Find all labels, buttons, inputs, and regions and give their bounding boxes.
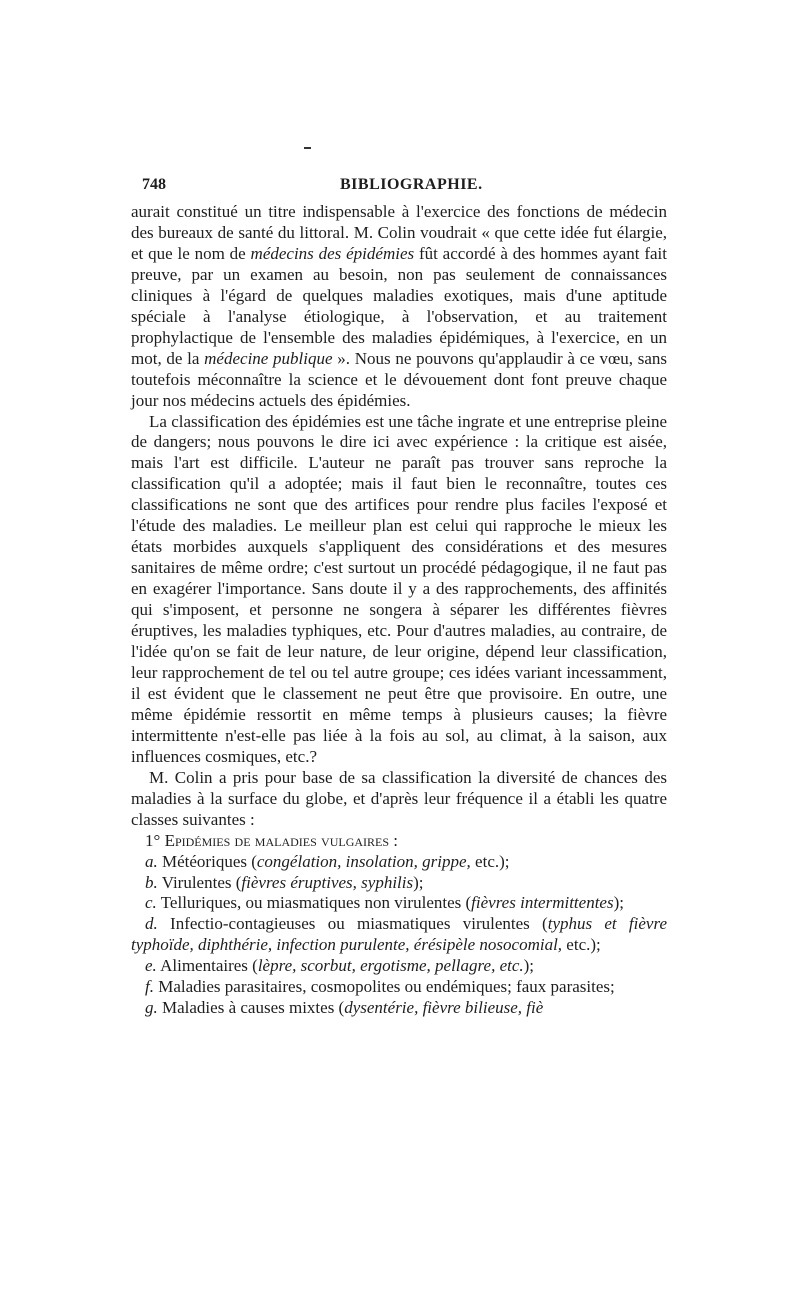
paragraph — [131, 412, 667, 768]
italic-text-run: médecine publique — [204, 348, 333, 368]
text-run: aurait constitué un titre indispensable à l'exercice des fonctions de médecin des bureaux de santé du littoral. M. Colin voudrait « que cette idée fut élargie, et que le nom de — [131, 202, 667, 263]
top-dash-mark — [304, 147, 311, 149]
text-run: La classification des épidémies est une tâche ingrate et une entreprise pleine de dangers; nous pouvons le dire ici avec expérience : la critique est aisée, mais l'art est difficile. L'auteur ne paraît pas trouver sans reproche la classification qu'il a adoptée; mais il faut bien le reconnaître, toutes ces classifications ne sont que des artifices pour rendre plus faciles l'exposé et l'étude des maladies. Le meilleur plan est celui qui rapproche le mieux les états morbides auxquels s'appliquent des considérations et des mesures sanitaires de même ordre; c'est surtout un procédé pédagogique, il ne faut pas en exagérer l'importance. Sans doute il y a des rapprochements, des affinités qui s'imposent, et personne ne songera à séparer les différentes fièvres éruptives, les maladies typhiques, etc. Pour d'autres maladies, au contraire, de l'idée qu'on se fait de leur nature, de leur origine, dépend leur classification, leur rapprochement de tel ou tel autre groupe; ces idées variant incessamment, il est évident que le classement ne peut être que provisoire. En outre, une même épidémie ressortit en même temps à plusieurs causes; la fièvre intermittente n'est-elle pas liée à la fois au sol, au climat, à la saison, aux influences cosmiques, etc.? — [131, 411, 667, 766]
class-item — [131, 956, 667, 977]
class-item — [131, 873, 667, 894]
class-item — [131, 998, 667, 1019]
text-run: fût accordé à des hommes ayant fait preuve, par un examen au besoin, non pas seulement de connaissances cliniques à l'égard de quelques maladies exotiques, mais d'une aptitude spéciale à l'analyse étiologique, à l'observation, et au traitement prophylactique de l'ensemble des maladies épidémiques, à l'exercice, en un mot, de la — [131, 243, 668, 368]
running-header — [142, 176, 667, 198]
italic-text-run: fièvres éruptives, syphilis — [241, 872, 414, 892]
classification-list — [131, 852, 667, 1020]
text-run: Infectio-contagieuses ou miasmatiques virulentes ( — [157, 914, 548, 934]
class-item — [131, 977, 667, 998]
text-run: etc.); — [562, 935, 601, 955]
list-heading-label: Epidémies de maladies vulgaires — [164, 830, 390, 850]
class-letter: c. — [145, 893, 157, 913]
class-letter: d. — [145, 914, 158, 934]
paragraph — [131, 202, 667, 412]
text-run: ); — [613, 893, 624, 913]
class-letter: b. — [145, 872, 158, 892]
list-heading-number: 1° — [145, 830, 161, 850]
class-letter: e. — [145, 956, 157, 976]
class-item — [131, 893, 667, 914]
italic-text-run: dysentérie, fièvre bilieuse, fiè — [344, 998, 544, 1018]
page-body — [131, 202, 667, 1019]
italic-text-run: fièvres intermittentes — [471, 893, 614, 913]
page-number: 748 — [142, 176, 166, 193]
text-run: Alimentaires ( — [156, 956, 258, 976]
text-run: Météoriques ( — [157, 851, 257, 871]
text-run: Maladies parasitaires, cosmopolites ou endémiques; faux parasites; — [153, 977, 615, 997]
italic-text-run: congélation, insolation, grippe, — [256, 851, 471, 871]
text-run: ); — [523, 956, 535, 976]
text-run: Virulentes ( — [157, 872, 242, 892]
class-letter: a. — [145, 851, 158, 871]
italic-text-run: lèpre, scorbut, ergotisme, pellagre, etc. — [257, 956, 524, 976]
italic-text-run: typhus et fièvre typhoïde, diphthérie, infection purulente, érésipèle nosocomial, — [131, 914, 667, 955]
class-item — [131, 914, 667, 956]
class-letter: g. — [145, 998, 158, 1018]
text-run: Maladies à causes mixtes ( — [157, 998, 345, 1018]
italic-text-run: médecins des épidémies — [250, 243, 415, 263]
class-letter: f. — [145, 977, 154, 997]
paragraph — [131, 768, 667, 831]
text-run: Telluriques, ou miasmatiques non virulentes ( — [156, 893, 472, 913]
running-title: BIBLIOGRAPHIE. — [340, 176, 483, 193]
text-run: etc.); — [470, 851, 510, 871]
class-item — [131, 852, 667, 873]
list-heading-suffix: : — [389, 830, 399, 850]
text-run: M. Colin a pris pour base de sa classification la diversité de chances des maladies à la surface du globe, et d'après leur fréquence il a établi les quatre classes suivantes : — [131, 767, 667, 829]
text-run: ); — [413, 872, 424, 892]
text-run: ». Nous ne pouvons qu'applaudir à ce vœu, sans toutefois méconnaître la science et le dévouement dont font preuve chaque jour nos médecins actuels des épidémies. — [131, 348, 667, 410]
list-heading — [131, 831, 667, 852]
